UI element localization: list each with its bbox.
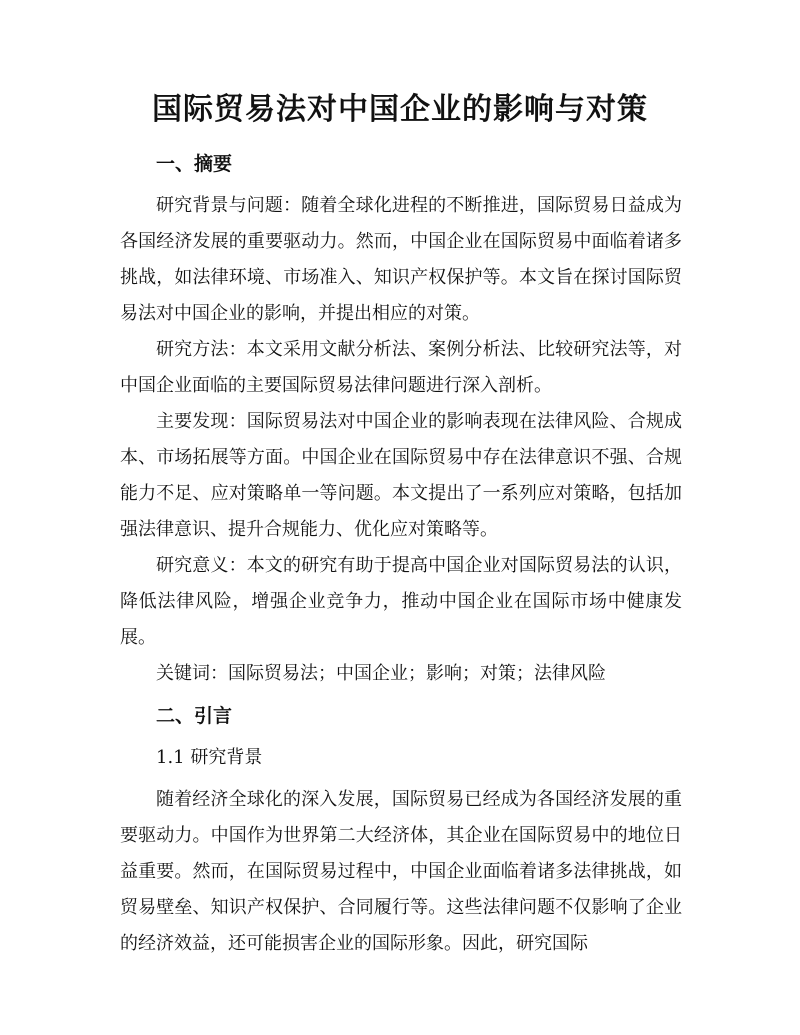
subsection-heading-background: 1.1 研究背景 [156,747,263,768]
abstract-keywords: 关键词：国际贸易法；中国企业；影响；对策；法律风险 [156,663,606,684]
abstract-paragraph-significance: 研究意义：本文的研究有助于提高中国企业对国际贸易法的认识，降低法律风险，增强企业竞争力，推动中国企业在国际市场中健康发展。 [120,555,682,648]
section-heading-abstract: 一、摘要 [156,153,233,175]
abstract-paragraph-method: 研究方法：本文采用文献分析法、案例分析法、比较研究法等，对中国企业面临的主要国际贸易法律问题进行深入剖析。 [120,339,682,396]
abstract-paragraph-findings: 主要发现：国际贸易法对中国企业的影响表现在法律风险、合规成本、市场拓展等方面。中国企业在国际贸易中存在法律意识不强、合规能力不足、应对策略单一等问题。本文提出了一系列应对策略，包括加强法律意识、提升合规能力、优化应对策略等。 [120,411,682,540]
abstract-paragraph-background: 研究背景与问题：随着全球化进程的不断推进，国际贸易日益成为各国经济发展的重要驱动力。然而，中国企业在国际贸易中面临着诸多挑战，如法律环境、市场准入、知识产权保护等。本文旨在探讨国际贸易法对中国企业的影响，并提出相应的对策。 [120,195,682,324]
document-body [120,146,682,962]
section-heading-introduction: 二、引言 [156,705,233,727]
document-title: 国际贸易法对中国企业的影响与对策 [152,92,648,127]
introduction-paragraph: 随着经济全球化的深入发展，国际贸易已经成为各国经济发展的重要驱动力。中国作为世界第二大经济体，其企业在国际贸易中的地位日益重要。然而，在国际贸易过程中，中国企业面临着诸多法律挑战，如贸易壁垒、知识产权保护、合同履行等。这些法律问题不仅影响了企业的经济效益，还可能损害企业的国际形象。因此，研究国际 [120,789,682,954]
